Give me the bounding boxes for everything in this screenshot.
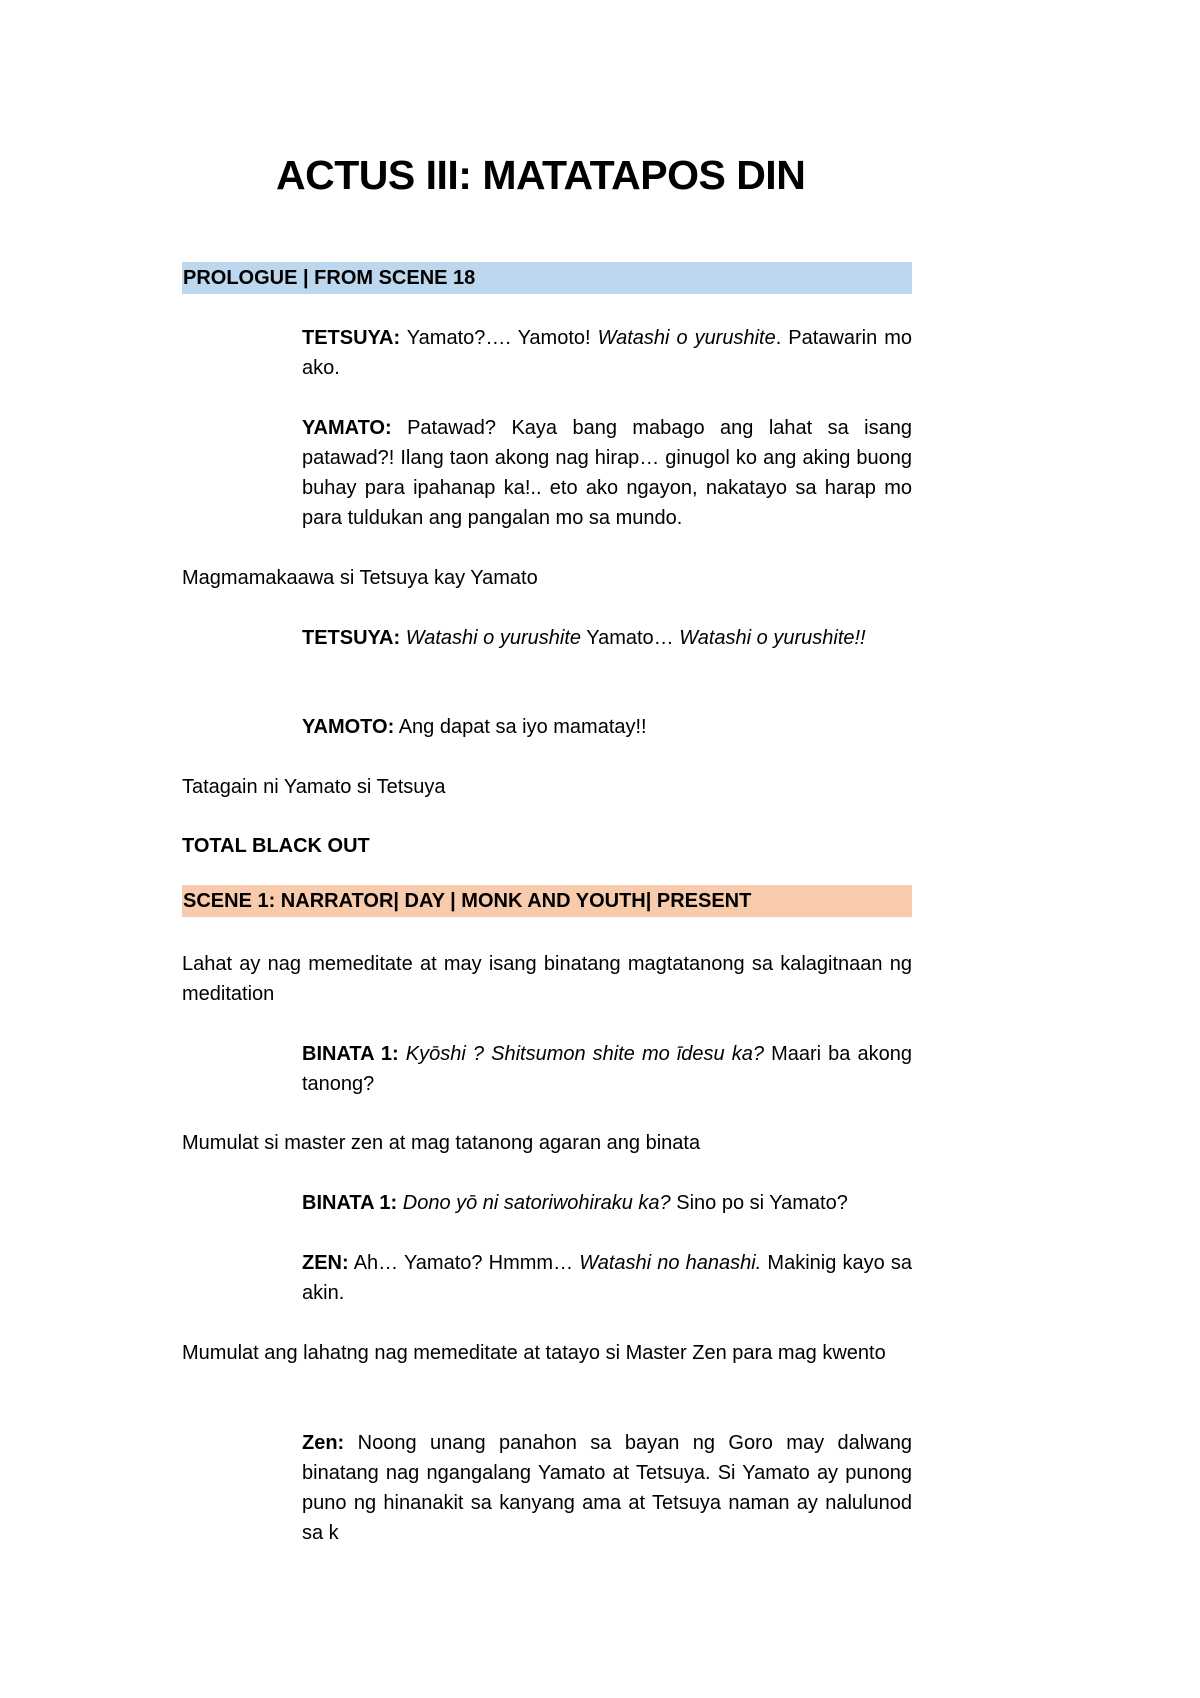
japanese-phrase: Watashi o yurushite!! <box>679 627 866 649</box>
speaker-name: YAMOTO: <box>302 716 395 738</box>
prologue-heading: PROLOGUE | FROM SCENE 18 <box>182 262 912 294</box>
dialogue-tetsuya-1 <box>302 323 912 383</box>
speaker-name: BINATA 1: <box>302 1192 398 1214</box>
dialogue-text: Patawad? Kaya bang mabago ang lahat sa isang patawad?! Ilang taon akong nag hirap… ginugol ko ang aking buong buhay para ipahanap ka!.. eto ako ngayon, nakatayo sa harap mo para tuldukan ang pangalan mo sa mundo. <box>302 417 912 529</box>
stage-direction-blackout: TOTAL BLACK OUT <box>182 835 370 857</box>
dialogue-binata-2 <box>302 1188 912 1218</box>
japanese-phrase: Watashi o yurushite <box>597 327 776 349</box>
stage-direction-2: Tatagain ni Yamato si Tetsuya <box>182 776 446 798</box>
dialogue-text: Ang dapat sa iyo mamatay!! <box>394 716 647 738</box>
speaker-name: YAMATO: <box>302 417 392 439</box>
japanese-phrase: Dono yō ni satoriwohiraku ka? <box>402 1192 671 1214</box>
speaker-name: TETSUYA: <box>302 327 401 349</box>
dialogue-text: Ah… Yamato? Hmmm… <box>348 1252 580 1274</box>
speaker-name: ZEN: <box>302 1252 349 1274</box>
scene1-heading: SCENE 1: NARRATOR| DAY | MONK AND YOUTH| PRESENT <box>182 885 912 917</box>
dialogue-text: Yamato?…. Yamoto! <box>400 327 598 349</box>
speaker-name: TETSUYA: <box>302 627 401 649</box>
dialogue-text: Sino po si Yamato? <box>670 1192 848 1214</box>
dialogue-text: Yamato… <box>581 627 680 649</box>
speaker-name: BINATA 1: <box>302 1043 399 1065</box>
japanese-phrase: Watashi no hanashi. <box>579 1252 762 1274</box>
dialogue-text: Maari ba akong tanong? <box>302 1043 913 1095</box>
dialogue-zen-2 <box>302 1428 912 1548</box>
dialogue-text: Makinig kayo sa akin. <box>302 1252 912 1304</box>
document-title: ACTUS III: MATATAPOS DIN <box>276 152 806 198</box>
stage-direction-1: Magmamakaawa si Tetsuya kay Yamato <box>182 567 538 589</box>
dialogue-yamato-1 <box>302 413 912 533</box>
dialogue-zen-1 <box>302 1248 912 1308</box>
japanese-phrase: Kyōshi ? Shitsumon shite mo īdesu ka? <box>405 1043 765 1065</box>
dialogue-yamoto <box>302 712 912 742</box>
dialogue-text: Noong unang panahon sa bayan ng Goro may dalwang binatang nag ngangalang Yamato at Tetsuya. Si Yamato ay punong puno ng hinanakit sa kanyang ama at Tetsuya naman ay nalulunod sa k <box>302 1432 912 1544</box>
dialogue-binata-1 <box>302 1039 912 1099</box>
dialogue-text: . Patawarin mo ako. <box>302 327 912 379</box>
japanese-phrase: Watashi o yurushite <box>405 627 582 649</box>
stage-direction-4: Mumulat si master zen at mag tatanong agaran ang binata <box>182 1132 701 1154</box>
stage-direction-3: Lahat ay nag memeditate at may isang binatang magtatanong sa kalagitnaan ng meditation <box>182 953 912 1005</box>
stage-direction-5: Mumulat ang lahatng nag memeditate at tatayo si Master Zen para mag kwento <box>182 1342 886 1364</box>
dialogue-tetsuya-2 <box>302 623 912 653</box>
speaker-name: Zen: <box>302 1432 345 1454</box>
